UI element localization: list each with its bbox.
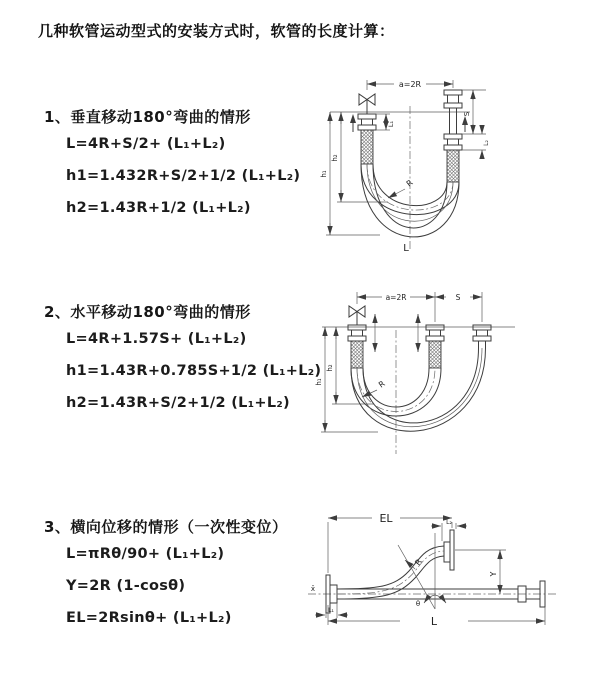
valve-icon bbox=[349, 306, 365, 325]
dimension-l1 bbox=[376, 114, 395, 130]
left-fitting bbox=[358, 114, 376, 164]
s-label: S bbox=[455, 293, 461, 302]
dimension-l bbox=[328, 605, 545, 628]
section-horizontal-move bbox=[44, 301, 322, 411]
formula-l: L=4R+1.57S+ (L₁+L₂) bbox=[66, 331, 247, 347]
movement-arrows bbox=[350, 114, 468, 132]
radius-callout bbox=[405, 557, 424, 569]
page-title: 几种软管运动型式的安装方式时，软管的长度计算： bbox=[38, 22, 395, 40]
angle-construction bbox=[398, 533, 446, 609]
valve-icon bbox=[359, 94, 375, 114]
formula-h2: h2=1.43R+S/2+1/2 (L₁+L₂) bbox=[66, 395, 290, 411]
dimension-el bbox=[328, 512, 452, 573]
a2r-label: a=2R bbox=[385, 293, 407, 302]
section-1-heading: 1、垂直移动180°弯曲的情形 bbox=[44, 108, 251, 126]
datum-label: x̄ bbox=[310, 585, 316, 593]
section-2-heading: 2、水平移动180°弯曲的情形 bbox=[44, 303, 251, 321]
a2r-label: a=2R bbox=[398, 80, 422, 89]
l2-label: L₂ bbox=[483, 140, 490, 146]
dimension-y bbox=[455, 550, 506, 594]
radius-callout bbox=[388, 178, 415, 198]
right-fitting bbox=[473, 325, 491, 348]
dimension-l2 bbox=[462, 126, 490, 158]
formula-h2: h2=1.43R+1/2 (L₁+L₂) bbox=[66, 200, 251, 216]
r-label: R bbox=[413, 557, 424, 568]
hose-ubend bbox=[351, 348, 486, 431]
right-fitting-lower bbox=[444, 134, 462, 182]
r-label: R bbox=[376, 379, 387, 390]
travel-dims bbox=[375, 314, 418, 352]
h2-label: h₂ bbox=[331, 154, 339, 162]
dimension-l2 bbox=[431, 519, 467, 541]
diagram-vertical-180-bend bbox=[310, 70, 590, 260]
r-label: R bbox=[404, 178, 415, 189]
dimension-s bbox=[462, 90, 486, 134]
formula-l: L=πRθ/90+ (L₁+L₂) bbox=[66, 546, 225, 562]
section-3-heading: 3、横向位移的情形（一次性变位） bbox=[44, 518, 288, 536]
section-lateral-displacement bbox=[44, 516, 288, 626]
dimension-a2r bbox=[367, 80, 453, 90]
h1-label: h₁ bbox=[320, 170, 328, 178]
left-fitting bbox=[348, 325, 366, 368]
dimension-s bbox=[435, 292, 482, 322]
formula-h1: h1=1.43R+0.785S+1/2 (L₁+L₂) bbox=[66, 363, 322, 379]
h2-label: h₂ bbox=[326, 364, 334, 372]
middle-fitting bbox=[426, 325, 444, 368]
length-label: L bbox=[403, 243, 409, 254]
s-label: S bbox=[463, 111, 471, 117]
formula-y: Y=2R (1-cosθ) bbox=[66, 578, 186, 594]
l1-label: L₁ bbox=[387, 120, 395, 128]
l2-label: L₂ bbox=[446, 519, 452, 526]
el-label: EL bbox=[379, 512, 393, 525]
diagram-horizontal-180-bend bbox=[310, 282, 590, 467]
formula-l: L=4R+S/2+ (L₁+L₂) bbox=[66, 136, 226, 152]
formula-el: EL=2Rsinθ+ (L₁+L₂) bbox=[66, 610, 232, 626]
dimension-a2r bbox=[357, 292, 435, 322]
section-vertical-move bbox=[44, 106, 301, 216]
top-right-flange bbox=[444, 530, 454, 570]
l-label: L bbox=[430, 615, 438, 628]
dimension-h1 bbox=[315, 327, 378, 432]
theta-label: θ bbox=[415, 600, 421, 608]
y-label: Y bbox=[489, 571, 498, 577]
h1-label: h₁ bbox=[315, 378, 323, 386]
formula-h1: h1=1.432R+S/2+1/2 (L₁+L₂) bbox=[66, 168, 301, 184]
hose-displaced-position bbox=[337, 546, 444, 599]
l1-label: L₁ bbox=[328, 607, 334, 614]
dimension-l1 bbox=[315, 603, 348, 618]
diagram-lateral-displacement bbox=[298, 505, 593, 660]
